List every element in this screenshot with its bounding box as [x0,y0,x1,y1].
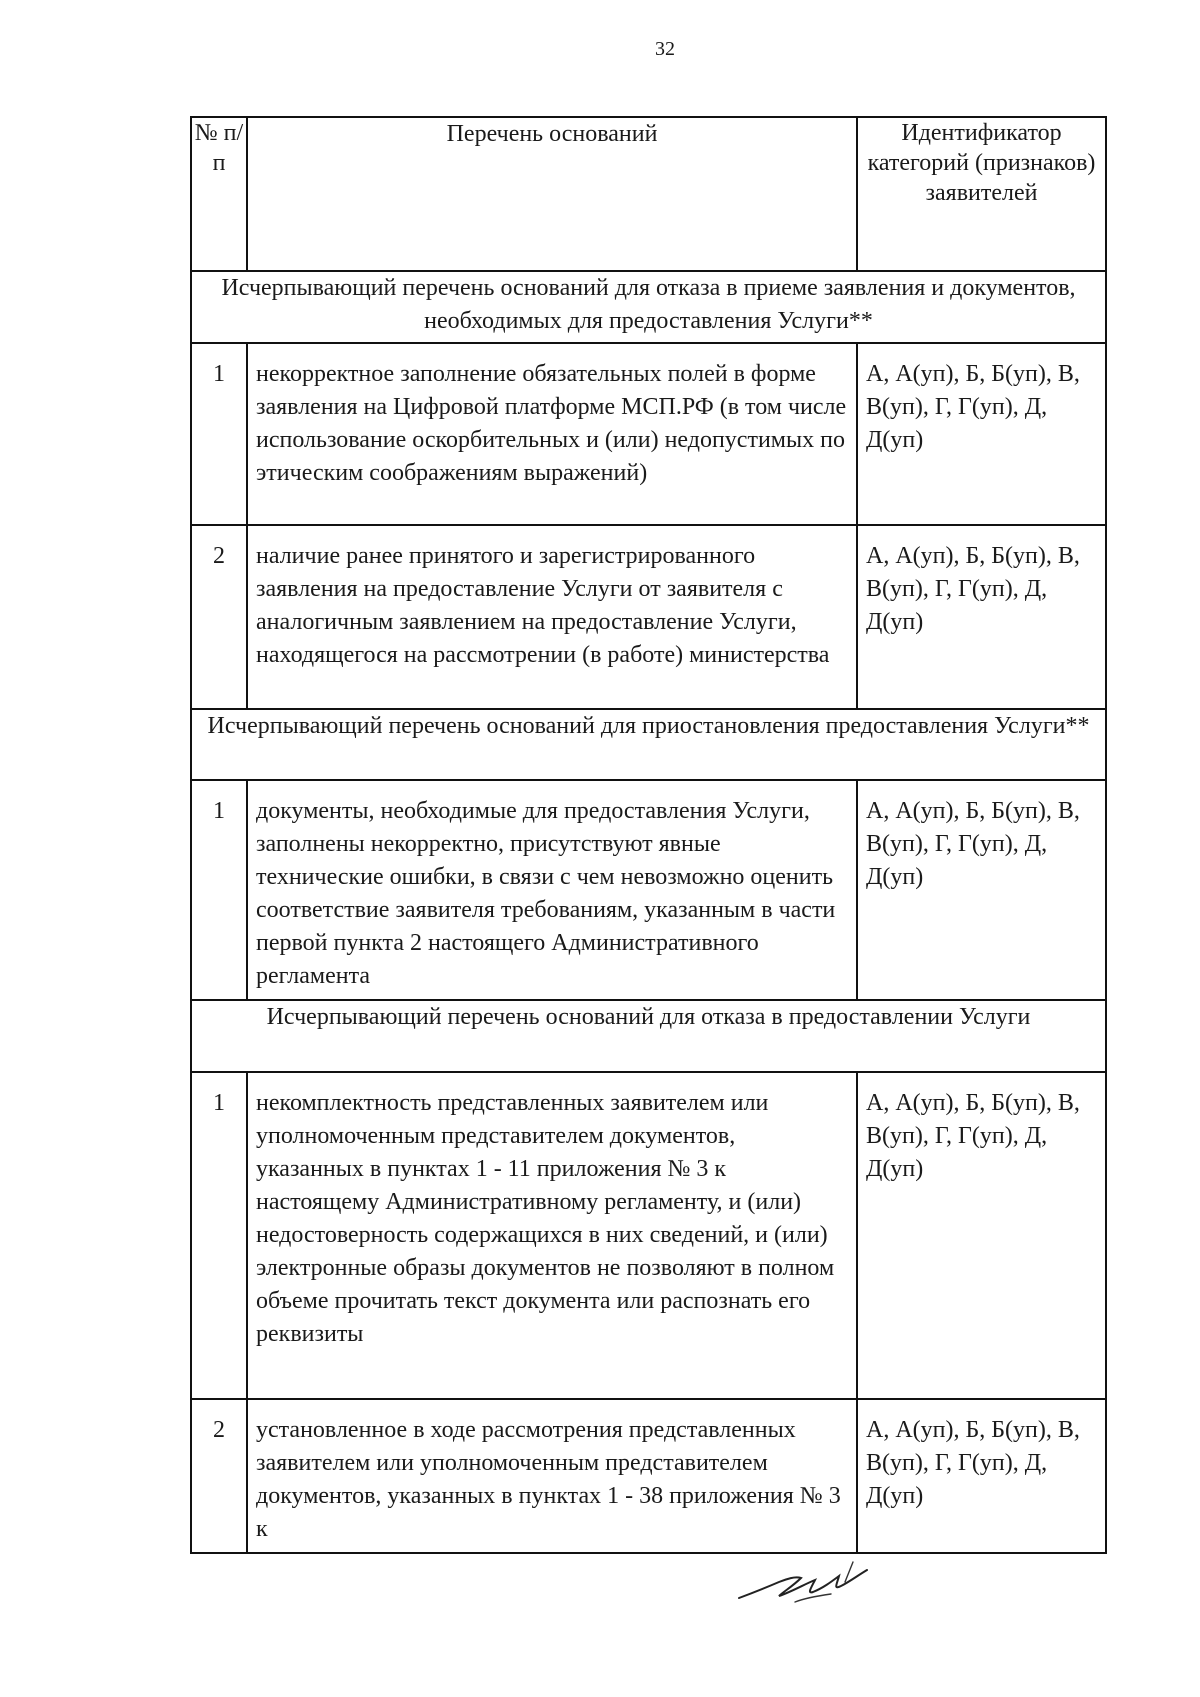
table-row [191,1399,1106,1553]
signature-icon [735,1552,895,1622]
row-basis: некорректное заполнение обязательных полей в форме заявления на Цифровой платформе МСП.РФ (в том числе использование оскорбительных и (или) недопустимых по этическим соображениям выражений) [247,343,857,525]
row-basis: документы, необходимые для предоставления Услуги, заполнены некорректно, присутствуют явные технические ошибки, в связи с чем невозможно оценить соответствие заявителя требованиям, указанным в части первой пункта 2 настоящего Административного регламента [247,780,857,1000]
row-categories: А, А(уп), Б, Б(уп), В, В(уп), Г, Г(уп), Д, Д(уп) [857,525,1106,709]
section-row [191,1000,1106,1072]
section-title: Исчерпывающий перечень оснований для отказа в предоставлении Услуги [191,1000,1106,1072]
row-categories: А, А(уп), Б, Б(уп), В, В(уп), Г, Г(уп), Д, Д(уп) [857,780,1106,1000]
row-number: 2 [191,525,247,709]
section-row [191,709,1106,780]
row-basis: установленное в ходе рассмотрения представленных заявителем или уполномоченным представителем документов, указанных в пунктах 1 - 38 приложения № 3 к [247,1399,857,1553]
page-number: 32 [655,38,675,60]
section-title: Исчерпывающий перечень оснований для приостановления предоставления Услуги** [191,709,1106,780]
table-row [191,343,1106,525]
table-row [191,1072,1106,1399]
row-basis: наличие ранее принятого и зарегистрированного заявления на предоставление Услуги от заявителя с аналогичным заявлением на предоставление Услуги, находящегося на рассмотрении (в работе) министерства [247,525,857,709]
row-categories: А, А(уп), Б, Б(уп), В, В(уп), Г, Г(уп), Д, Д(уп) [857,1072,1106,1399]
row-number: 1 [191,1072,247,1399]
header-basis: Перечень оснований [247,117,857,271]
row-basis: некомплектность представленных заявителем или уполномоченным представителем документов, указанных в пунктах 1 - 11 приложения № 3 к настоящему Административному регламенту, и (или) недостоверность содержащихся в них сведений, и (или) электронные образы документов не позволяют в полном объеме прочитать текст документа или распознать его реквизиты [247,1072,857,1399]
row-number: 1 [191,343,247,525]
header-identifier: Идентификатор категорий (признаков) заявителей [857,117,1106,271]
row-number: 2 [191,1399,247,1553]
grounds-table [190,116,1107,1554]
header-number: № п/п [191,117,247,271]
row-categories: А, А(уп), Б, Б(уп), В, В(уп), Г, Г(уп), Д, Д(уп) [857,1399,1106,1553]
section-row [191,271,1106,343]
table-row [191,525,1106,709]
row-number: 1 [191,780,247,1000]
row-categories: А, А(уп), Б, Б(уп), В, В(уп), Г, Г(уп), Д, Д(уп) [857,343,1106,525]
table-row [191,780,1106,1000]
section-title: Исчерпывающий перечень оснований для отказа в приеме заявления и документов, необходимых для предоставления Услуги** [191,271,1106,343]
table-header-row [191,117,1106,271]
